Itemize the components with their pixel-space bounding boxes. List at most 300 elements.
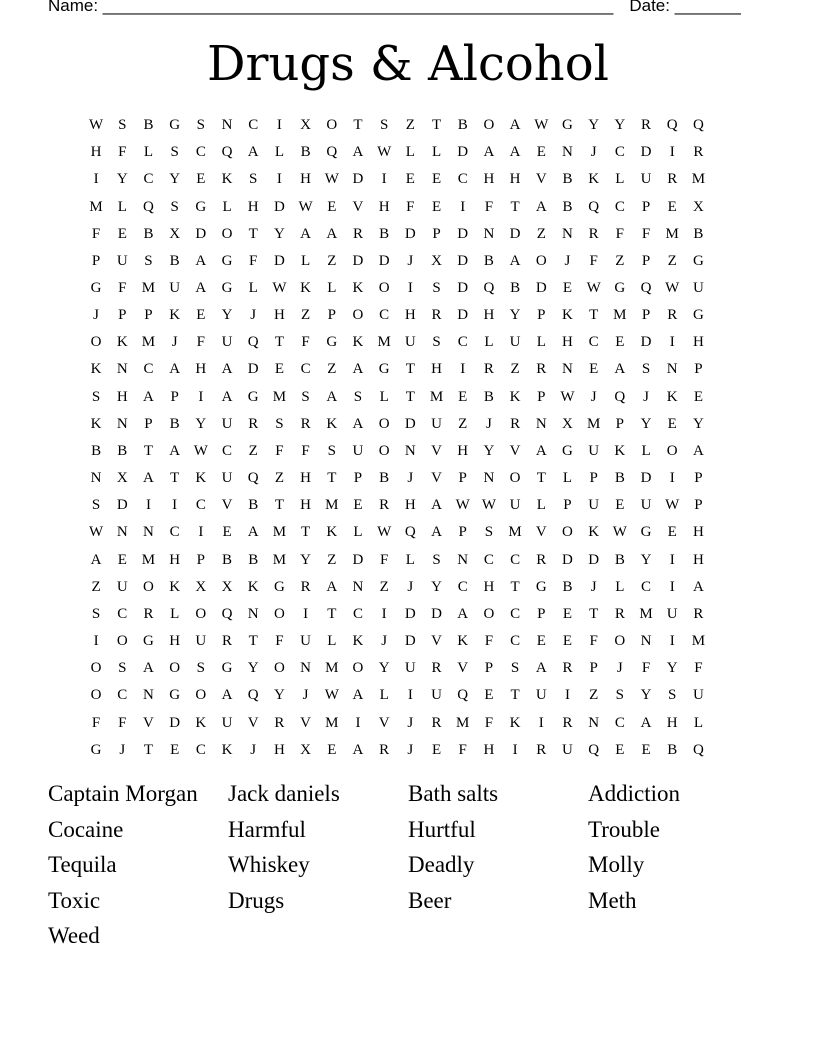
grid-letter: L: [615, 578, 625, 595]
grid-letter: Q: [640, 280, 652, 297]
grid-letter: R: [274, 714, 285, 731]
grid-letter: N: [90, 470, 102, 487]
grid-letter: V: [535, 171, 547, 188]
grid-letter: D: [195, 225, 207, 242]
grid-letter: T: [589, 307, 599, 324]
grid-letter: H: [247, 198, 259, 215]
grid-letter: S: [118, 660, 127, 677]
grid-letter: K: [588, 524, 600, 541]
grid-letter: E: [431, 198, 442, 215]
grid-letter: I: [93, 633, 99, 650]
grid-letter: C: [510, 551, 521, 568]
grid-row: [83, 709, 712, 736]
word-list-item: Molly: [588, 852, 645, 877]
grid-letter: W: [560, 388, 575, 405]
grid-letter: H: [483, 741, 495, 758]
grid-letter: D: [457, 225, 469, 242]
grid-letter: R: [300, 415, 311, 432]
grid-letter: F: [118, 144, 127, 161]
grid-letter: S: [144, 252, 153, 269]
grid-letter: S: [118, 117, 127, 134]
grid-row: [83, 574, 712, 601]
grid-letter: R: [562, 714, 573, 731]
grid-letter: Y: [483, 442, 495, 459]
grid-letter: C: [248, 117, 259, 134]
page-title: Drugs & Alcohol: [207, 36, 609, 92]
grid-letter: Z: [327, 252, 337, 269]
grid-letter: P: [694, 470, 703, 487]
grid-letter: K: [247, 578, 259, 595]
grid-letter: D: [352, 171, 364, 188]
word-list-item: Captain Morgan: [48, 781, 198, 806]
grid-letter: G: [378, 361, 390, 378]
grid-letter: S: [668, 687, 677, 704]
grid-letter: E: [562, 633, 573, 650]
grid-letter: L: [143, 144, 154, 161]
grid-letter: U: [169, 280, 181, 297]
grid-letter: Q: [457, 687, 469, 704]
grid-letter: R: [536, 741, 547, 758]
grid-letter: K: [352, 633, 364, 650]
grid-letter: X: [221, 578, 233, 595]
grid-letter: H: [300, 470, 312, 487]
grid-letter: R: [483, 361, 494, 378]
grid-letter: I: [669, 633, 675, 650]
grid-letter: Y: [221, 307, 233, 324]
grid-letter: D: [404, 633, 416, 650]
grid-letter: R: [510, 415, 521, 432]
grid-letter: U: [404, 660, 416, 677]
grid-letter: I: [276, 117, 282, 134]
grid-letter: W: [193, 442, 208, 459]
grid-letter: T: [510, 578, 520, 595]
grid-letter: K: [195, 714, 207, 731]
grid-letter: V: [143, 714, 154, 731]
grid-row: [83, 465, 712, 492]
grid-letter: A: [143, 388, 154, 405]
grid-letter: U: [509, 497, 521, 514]
grid-letter: A: [509, 117, 521, 134]
grid-letter: D: [273, 252, 285, 269]
grid-letter: G: [562, 117, 573, 134]
grid-letter: T: [405, 361, 415, 378]
word-list-item: Addiction: [588, 781, 680, 806]
grid-letter: A: [352, 144, 364, 161]
grid-letter: K: [457, 633, 469, 650]
grid-letter: A: [326, 388, 338, 405]
grid-letter: A: [169, 361, 181, 378]
grid-letter: N: [116, 361, 128, 378]
grid-letter: P: [537, 307, 546, 324]
grid-letter: D: [169, 714, 181, 731]
grid-letter: O: [378, 415, 390, 432]
grid-letter: K: [352, 334, 364, 351]
grid-row: [83, 492, 712, 519]
grid-letter: H: [169, 551, 181, 568]
grid-letter: A: [143, 660, 154, 677]
grid-letter: S: [170, 144, 179, 161]
grid-letter: I: [355, 714, 361, 731]
grid-letter: O: [352, 660, 364, 677]
grid-letter: S: [91, 605, 101, 622]
grid-letter: F: [118, 280, 127, 297]
grid-letter: G: [692, 307, 704, 324]
grid-letter: B: [483, 252, 494, 269]
grid-letter: W: [534, 117, 549, 134]
grid-letter: V: [509, 442, 521, 459]
grid-letter: I: [538, 714, 544, 731]
grid-letter: B: [143, 225, 154, 242]
grid-letter: O: [169, 660, 181, 677]
grid-letter: E: [589, 361, 599, 378]
grid-letter: N: [221, 117, 233, 134]
grid-letter: B: [169, 252, 180, 269]
grid-letter: R: [536, 361, 547, 378]
grid-letter: U: [562, 741, 573, 758]
grid-letter: A: [352, 361, 364, 378]
grid-letter: L: [379, 388, 389, 405]
grid-letter: D: [457, 280, 469, 297]
grid-letter: D: [352, 252, 364, 269]
word-list-item: Hurtful: [408, 816, 476, 842]
word-list-item: Toxic: [48, 887, 101, 913]
grid-row: [83, 356, 712, 383]
grid-letter: O: [90, 687, 102, 704]
grid-letter: B: [379, 225, 390, 242]
grid-letter: L: [248, 280, 258, 297]
word-list-item: Beer: [408, 887, 452, 913]
grid-letter: O: [273, 605, 285, 622]
grid-letter: A: [300, 225, 312, 242]
grid-letter: E: [458, 388, 468, 405]
grid-letter: K: [116, 334, 128, 351]
grid-letter: B: [614, 470, 625, 487]
grid-letter: Y: [431, 578, 442, 595]
grid-letter: S: [91, 388, 101, 405]
grid-letter: K: [195, 470, 207, 487]
grid-letter: A: [431, 524, 442, 541]
word-list: [48, 778, 768, 956]
grid-letter: U: [221, 470, 233, 487]
grid-letter: C: [614, 198, 625, 215]
grid-letter: I: [460, 198, 466, 215]
grid-letter: O: [614, 633, 626, 650]
grid-letter: B: [693, 225, 704, 242]
grid-letter: K: [666, 388, 678, 405]
grid-letter: D: [352, 551, 364, 568]
grid-letter: W: [324, 171, 339, 188]
grid-letter: Y: [666, 660, 678, 677]
grid-letter: T: [143, 741, 154, 758]
grid-letter: F: [615, 225, 625, 242]
grid-letter: K: [509, 388, 521, 405]
grid-letter: L: [301, 252, 311, 269]
grid-letter: G: [562, 442, 573, 459]
word-list-item: Tequila: [48, 852, 117, 877]
grid-letter: M: [141, 280, 156, 297]
grid-letter: B: [117, 442, 128, 459]
grid-letter: E: [615, 497, 625, 514]
grid-row: [83, 166, 712, 193]
grid-letter: Q: [326, 144, 338, 161]
grid-row: [83, 384, 712, 411]
grid-letter: E: [196, 171, 206, 188]
grid-letter: O: [509, 470, 521, 487]
grid-letter: J: [407, 578, 414, 595]
grid-letter: C: [169, 524, 180, 541]
grid-letter: P: [563, 497, 572, 514]
grid-letter: M: [456, 714, 470, 731]
grid-letter: M: [377, 334, 391, 351]
word-list-item: Cocaine: [48, 816, 124, 842]
grid-letter: N: [116, 524, 128, 541]
grid-letter: I: [198, 388, 204, 405]
grid-letter: T: [143, 442, 154, 459]
grid-letter: I: [381, 171, 387, 188]
grid-row: [83, 547, 712, 574]
grid-letter: P: [196, 551, 206, 568]
grid-letter: U: [588, 497, 600, 514]
grid-letter: I: [669, 551, 675, 568]
grid-letter: I: [93, 171, 99, 188]
grid-letter: S: [432, 551, 441, 568]
grid-letter: J: [407, 470, 414, 487]
grid-letter: Q: [221, 605, 233, 622]
grid-letter: O: [483, 117, 495, 134]
grid-letter: A: [352, 687, 364, 704]
grid-letter: F: [484, 198, 494, 215]
grid-letter: P: [432, 225, 441, 242]
grid-letter: Z: [615, 252, 625, 269]
grid-letter: S: [432, 280, 441, 297]
grid-letter: U: [404, 334, 416, 351]
grid-letter: N: [247, 605, 259, 622]
grid-letter: H: [116, 388, 128, 405]
grid-letter: T: [589, 605, 599, 622]
grid-letter: A: [692, 442, 704, 459]
grid-letter: E: [484, 687, 494, 704]
grid-row: [83, 655, 712, 682]
grid-letter: E: [405, 171, 415, 188]
grid-letter: J: [171, 334, 178, 351]
grid-letter: Q: [692, 741, 704, 758]
grid-letter: F: [275, 633, 284, 650]
grid-letter: I: [564, 687, 570, 704]
grid-letter: S: [353, 388, 363, 405]
grid-letter: O: [378, 280, 390, 297]
grid-letter: Y: [169, 171, 181, 188]
grid-letter: D: [404, 415, 416, 432]
grid-row: [83, 411, 712, 438]
grid-letter: M: [141, 334, 156, 351]
grid-letter: P: [458, 524, 467, 541]
grid-letter: N: [143, 687, 154, 704]
word-list-item: Bath salts: [408, 781, 499, 806]
grid-letter: K: [169, 578, 181, 595]
grid-letter: Y: [614, 117, 626, 134]
grid-letter: S: [91, 497, 101, 514]
grid-letter: B: [510, 280, 521, 297]
grid-letter: R: [143, 605, 154, 622]
grid-letter: X: [195, 578, 207, 595]
grid-letter: P: [589, 660, 598, 677]
grid-letter: N: [535, 415, 547, 432]
grid-letter: Z: [274, 470, 284, 487]
grid-letter: J: [590, 578, 597, 595]
grid-letter: M: [272, 524, 287, 541]
grid-letter: F: [249, 252, 258, 269]
grid-letter: I: [669, 334, 675, 351]
grid-letter: O: [116, 633, 128, 650]
grid-letter: H: [692, 551, 704, 568]
grid-letter: F: [589, 633, 598, 650]
grid-letter: D: [535, 280, 547, 297]
grid-letter: A: [326, 578, 338, 595]
grid-letter: A: [535, 660, 547, 677]
grid-letter: I: [669, 470, 675, 487]
grid-letter: K: [562, 307, 573, 324]
grid-letter: J: [590, 144, 597, 161]
grid-letter: W: [455, 497, 470, 514]
word-list-item: Weed: [48, 923, 100, 948]
word-list-item: Whiskey: [228, 852, 310, 877]
grid-letter: U: [300, 633, 312, 650]
grid-letter: G: [273, 578, 285, 595]
grid-letter: P: [144, 307, 153, 324]
grid-letter: H: [692, 524, 704, 541]
grid-letter: O: [483, 605, 495, 622]
grid-row: [83, 737, 712, 764]
grid-letter: G: [90, 741, 102, 758]
grid-letter: G: [143, 633, 154, 650]
grid-letter: Z: [248, 442, 258, 459]
grid-letter: K: [221, 171, 233, 188]
grid-letter: E: [431, 741, 442, 758]
grid-letter: N: [562, 144, 573, 161]
header-fields: [48, 0, 741, 17]
grid-letter: L: [484, 334, 494, 351]
grid-letter: B: [169, 415, 180, 432]
grid-letter: N: [352, 578, 364, 595]
grid-letter: S: [301, 388, 310, 405]
grid-letter: C: [117, 687, 128, 704]
grid-letter: Q: [483, 280, 495, 297]
grid-letter: Z: [379, 578, 389, 595]
grid-letter: P: [484, 660, 494, 677]
grid-letter: Y: [640, 551, 652, 568]
grid-letter: U: [692, 280, 704, 297]
grid-letter: F: [379, 551, 389, 568]
grid-letter: D: [509, 225, 521, 242]
grid-letter: E: [667, 415, 677, 432]
grid-letter: D: [273, 198, 285, 215]
grid-letter: L: [353, 524, 363, 541]
grid-letter: B: [300, 144, 311, 161]
grid-letter: H: [483, 578, 495, 595]
grid-letter: Q: [588, 741, 600, 758]
grid-letter: G: [169, 687, 181, 704]
grid-letter: Y: [378, 660, 390, 677]
grid-letter: E: [431, 171, 442, 188]
grid-letter: V: [431, 633, 442, 650]
grid-letter: F: [275, 442, 284, 459]
grid-letter: H: [666, 714, 678, 731]
grid-letter: F: [484, 633, 494, 650]
grid-letter: C: [614, 714, 625, 731]
grid-letter: W: [665, 497, 680, 514]
grid-letter: B: [562, 578, 573, 595]
grid-letter: C: [117, 605, 128, 622]
grid-letter: M: [272, 388, 287, 405]
grid-letter: S: [196, 117, 206, 134]
grid-letter: Z: [458, 415, 468, 432]
grid-letter: C: [300, 361, 311, 378]
grid-letter: A: [195, 280, 207, 297]
grid-letter: V: [221, 497, 233, 514]
grid-letter: I: [303, 605, 309, 622]
grid-letter: E: [196, 307, 206, 324]
grid-letter: P: [694, 497, 703, 514]
grid-letter: M: [429, 388, 444, 405]
grid-letter: A: [143, 470, 154, 487]
grid-letter: F: [589, 252, 598, 269]
grid-letter: G: [195, 198, 207, 215]
grid-letter: C: [195, 741, 206, 758]
grid-letter: P: [641, 198, 651, 215]
grid-letter: U: [431, 687, 442, 704]
grid-letter: M: [665, 225, 679, 242]
grid-letter: F: [91, 714, 101, 731]
grid-letter: A: [247, 144, 259, 161]
grid-letter: R: [562, 660, 573, 677]
grid-letter: H: [195, 361, 207, 378]
grid-letter: Y: [640, 687, 652, 704]
grid-letter: N: [143, 524, 154, 541]
grid-letter: I: [460, 361, 466, 378]
grid-letter: U: [509, 334, 521, 351]
grid-letter: G: [169, 117, 181, 134]
grid-letter: P: [327, 307, 336, 324]
grid-letter: D: [431, 605, 442, 622]
grid-letter: E: [170, 741, 180, 758]
grid-letter: P: [458, 470, 467, 487]
grid-letter: E: [327, 198, 337, 215]
grid-letter: D: [640, 334, 652, 351]
grid-letter: N: [457, 551, 469, 568]
grid-letter: G: [221, 252, 233, 269]
grid-letter: W: [481, 497, 496, 514]
grid-letter: J: [119, 741, 126, 758]
grid-letter: T: [170, 470, 180, 487]
grid-letter: G: [90, 280, 102, 297]
grid-letter: B: [483, 388, 494, 405]
grid-letter: I: [172, 497, 178, 514]
word-list-item: Meth: [588, 887, 637, 913]
grid-letter: X: [116, 470, 128, 487]
grid-letter: T: [536, 470, 546, 487]
grid-letter: C: [457, 334, 468, 351]
grid-letter: X: [562, 415, 573, 432]
grid-letter: C: [379, 307, 390, 324]
grid-letter: M: [508, 524, 522, 541]
grid-letter: G: [692, 252, 704, 269]
grid-letter: E: [117, 225, 127, 242]
grid-letter: S: [510, 660, 520, 677]
grid-letter: G: [221, 280, 233, 297]
grid-row: [83, 438, 712, 465]
grid-letter: C: [143, 361, 154, 378]
grid-letter: U: [666, 605, 678, 622]
